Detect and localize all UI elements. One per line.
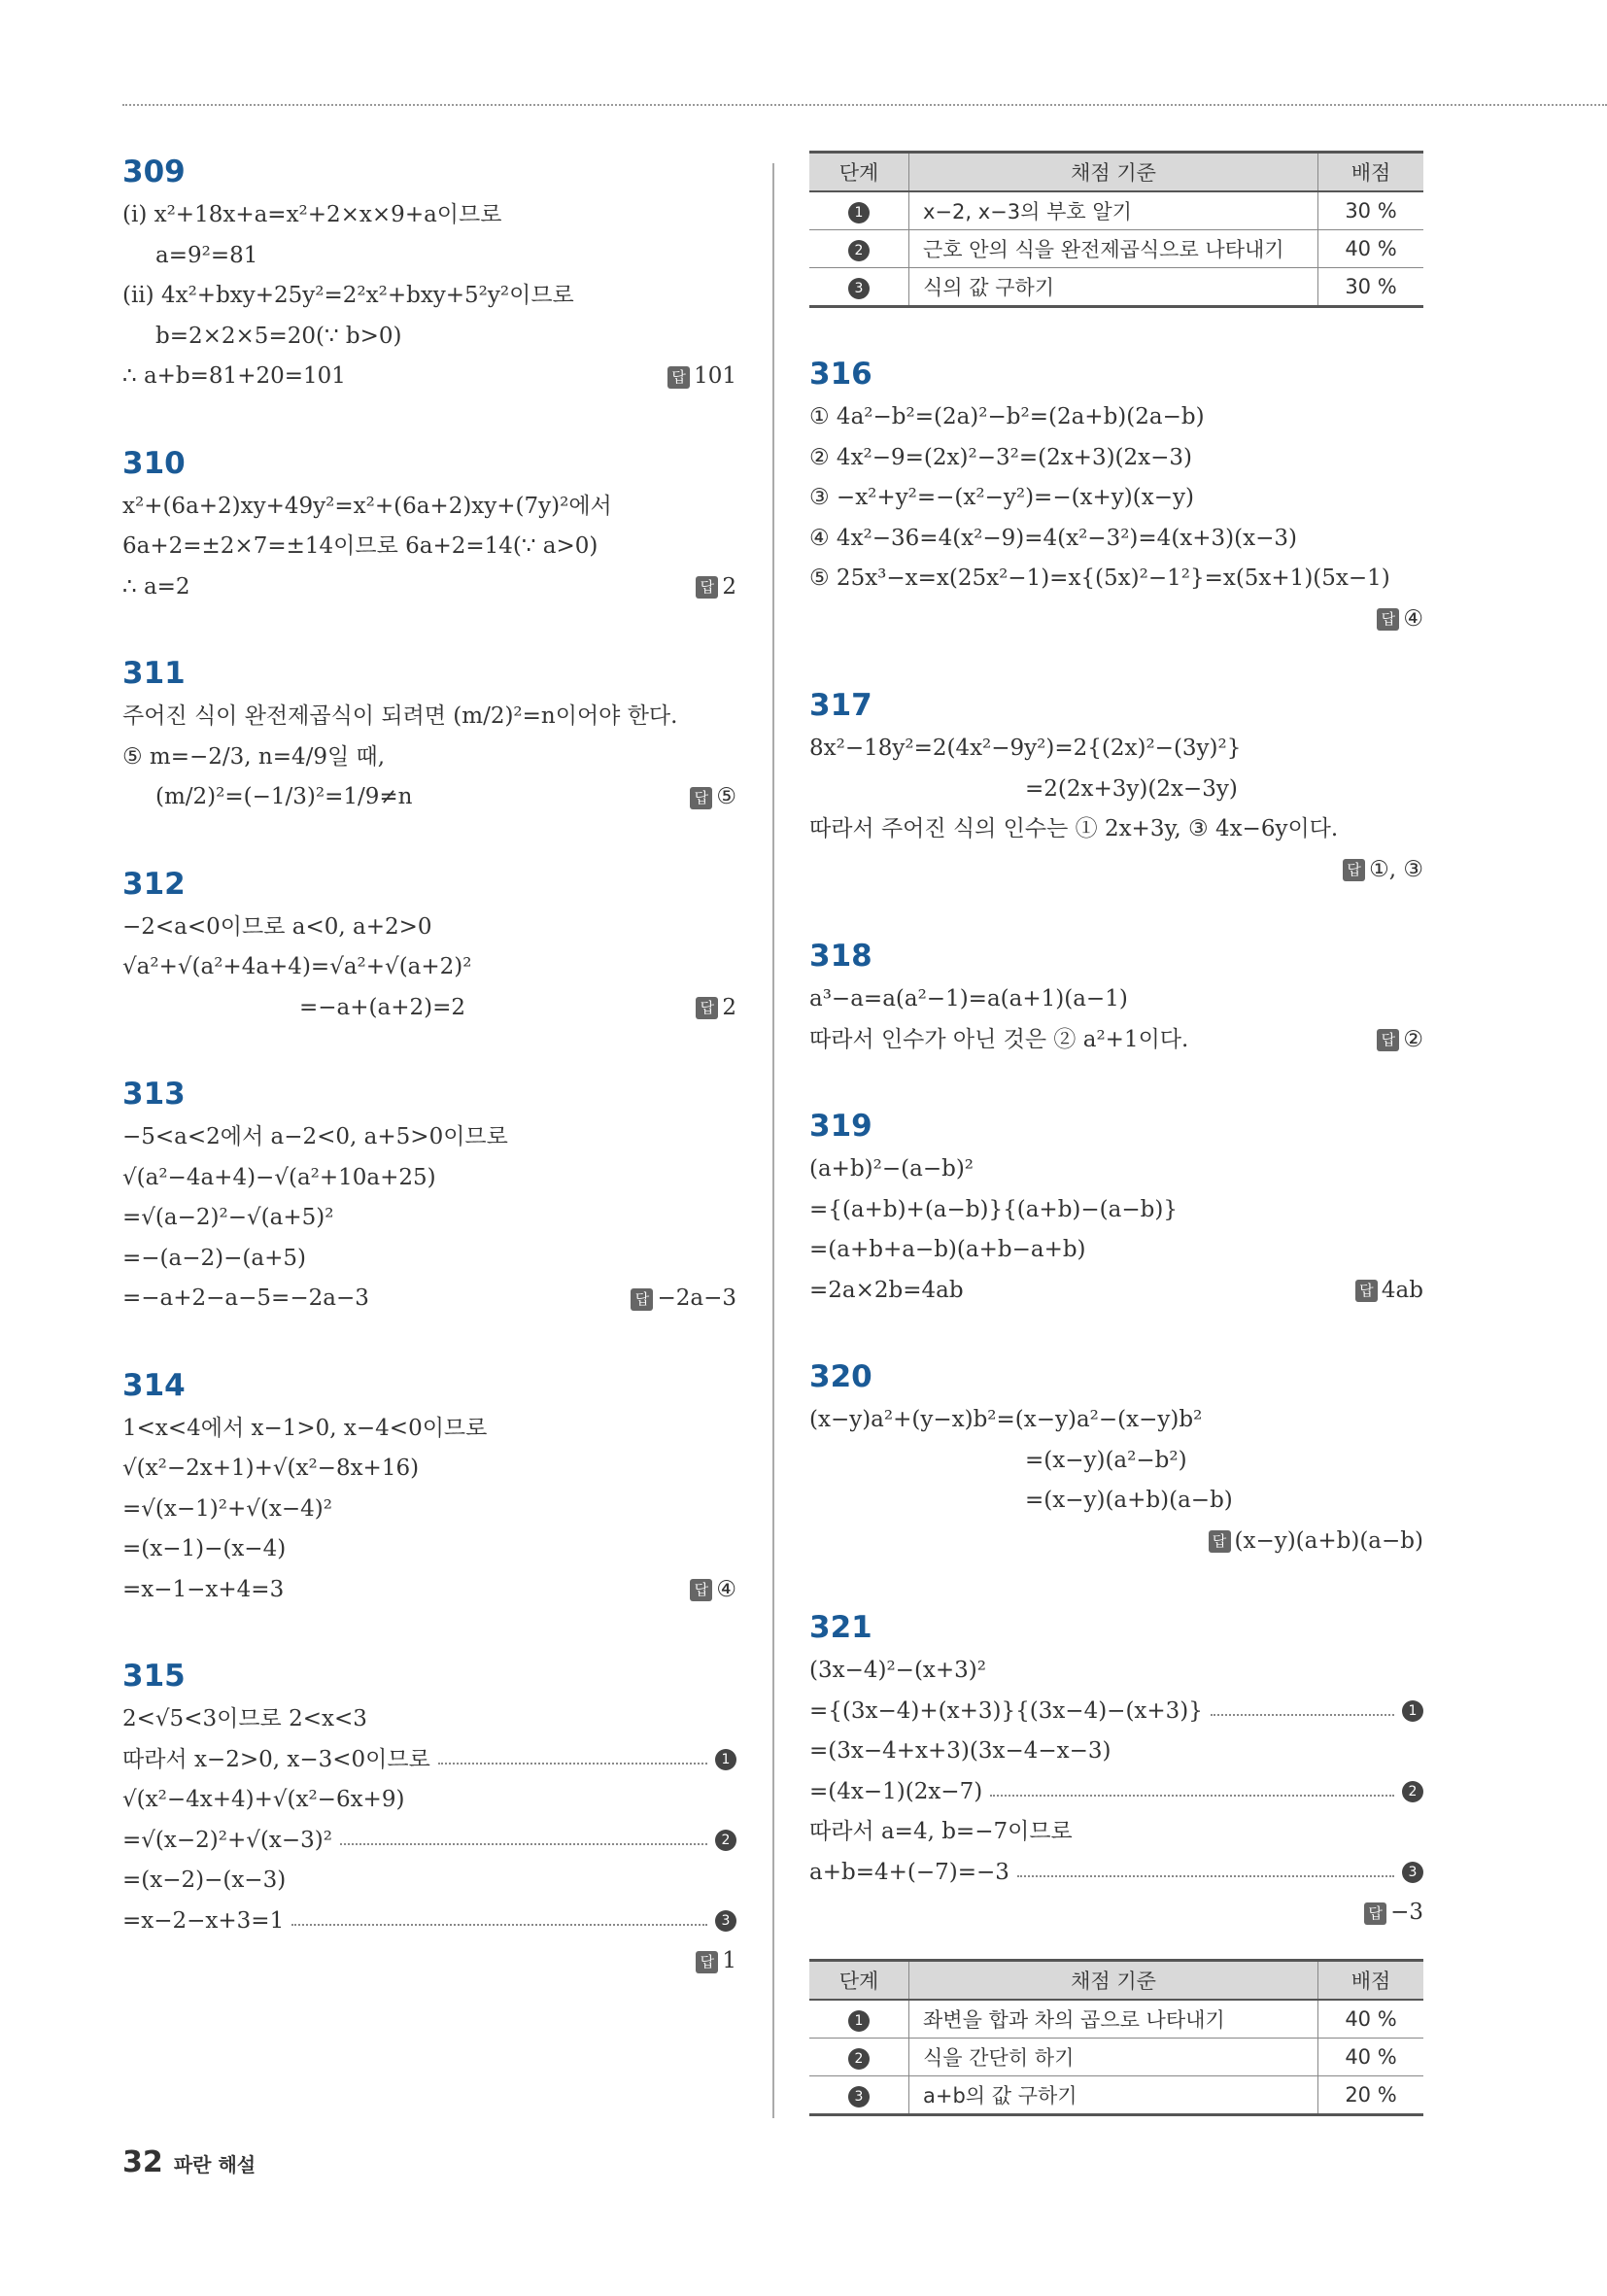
table-header-cell: 채점 기준 [909, 1960, 1318, 2000]
solution-line [809, 1441, 1423, 1482]
solution-line [809, 1271, 1423, 1312]
table-row [809, 2000, 1423, 2039]
problem-315 [122, 1655, 736, 1982]
solution-line [122, 1198, 736, 1239]
solution-text: =x−2−x+3=1 [122, 1907, 285, 1934]
step-marker-icon: 3 [848, 2086, 870, 2108]
column-divider [772, 163, 774, 2118]
step-marker-icon: 2 [1402, 1781, 1423, 1802]
answer-value: ④ [1403, 605, 1423, 632]
problem-number: 313 [122, 1077, 186, 1112]
solution-text: 따라서 주어진 식의 인수는 ① 2x+3y, ③ 4x−6y이다. [809, 816, 1339, 841]
problem-311 [122, 652, 736, 818]
step-marker-icon: 2 [848, 2048, 870, 2070]
leader-dots [1211, 1714, 1394, 1716]
solution-line [809, 438, 1423, 479]
criteria-cell: 좌변을 합과 차의 곱으로 나타내기 [909, 2000, 1318, 2039]
solution-text: ={(a+b)+(a−b)}{(a+b)−(a−b)} [809, 1196, 1178, 1222]
left-column [122, 151, 736, 2027]
answer [696, 988, 736, 1029]
answer-value: ② [1403, 1026, 1423, 1052]
answer [1355, 1271, 1423, 1312]
problem-number: 317 [809, 688, 872, 723]
solution-text: =(x−2)−(x−3) [122, 1868, 287, 1893]
solution-line [809, 809, 1423, 850]
solution-line [809, 1853, 1423, 1894]
criteria-cell: a+b의 값 구하기 [909, 2075, 1318, 2114]
leader-dots [291, 1924, 707, 1926]
answer-badge-icon: 답 [1343, 859, 1365, 881]
solution-text: √(x²−2x+1)+√(x²−8x+16) [122, 1456, 420, 1481]
solution-text: =(x−y)(a²−b²) [1025, 1447, 1187, 1473]
table-row [809, 2075, 1423, 2114]
step-marker-icon: 3 [715, 1910, 736, 1932]
solution-line [122, 1780, 736, 1821]
solution-line [809, 478, 1423, 519]
step-cell [809, 2000, 909, 2039]
solution-text: ③ −x²+y²=−(x²−y²)=−(x+y)(x−y) [809, 485, 1194, 510]
solution-text: =√(a−2)²−√(a+5)² [122, 1205, 334, 1230]
solution-text: (ⅱ) 4x²+bxy+25y²=2²x²+bxy+5²y²이므로 [122, 283, 574, 308]
solution-line [122, 1239, 736, 1280]
solution-text: =(x−1)−(x−4) [122, 1536, 287, 1561]
solution-line [809, 1812, 1423, 1853]
page-label: 파란 해설 [173, 2153, 256, 2176]
solution-line [122, 487, 736, 528]
solution-text: =(3x−4+x+3)(3x−4−x−3) [809, 1738, 1111, 1764]
solution-line [122, 1902, 736, 1942]
step-marker-icon: 2 [848, 240, 870, 261]
problem-309 [122, 151, 736, 397]
problem-number: 314 [122, 1367, 186, 1403]
solution-text: =√(x−2)²+√(x−3)² [122, 1827, 332, 1853]
answer-badge-icon: 답 [696, 576, 718, 599]
answer [809, 850, 1423, 891]
solution-text: ② 4x²−9=(2x)²−3²=(2x+3)(2x−3) [809, 444, 1193, 470]
solution-text: =(a+b+a−b)(a+b−a+b) [809, 1237, 1086, 1262]
step-marker-icon: 3 [1402, 1862, 1423, 1883]
solution-text: √a²+√(a²+4a+4)=√a²+√(a+2)² [122, 954, 472, 979]
problem-316 [809, 353, 1423, 639]
solution-text: (m/2)²=(−1/3)²=1/9≠n [155, 784, 413, 809]
criteria-cell: 식의 값 구하기 [909, 268, 1318, 307]
solution-line [809, 1731, 1423, 1772]
answer-value: 4ab [1381, 1277, 1423, 1303]
answer [809, 1522, 1423, 1562]
solution-line [122, 947, 736, 988]
step-cell [809, 230, 909, 268]
answer-value: ⑤ [716, 784, 736, 809]
step-cell [809, 2075, 909, 2114]
answer [122, 1941, 736, 1982]
step-marker-icon: 1 [715, 1749, 736, 1770]
solution-line [809, 729, 1423, 770]
solution-text: ∴ a=2 [122, 573, 190, 600]
solution-text: ={(3x−4)+(x+3)}{(3x−4)−(x+3)} [809, 1697, 1203, 1724]
solution-line [809, 1400, 1423, 1441]
solution-text: =−a+2−a−5=−2a−3 [122, 1285, 369, 1311]
step-cell [809, 191, 909, 230]
step-marker-icon: 3 [848, 278, 870, 299]
answer-value: 2 [722, 573, 736, 600]
solution-text: (ⅰ) x²+18x+a=x²+2×x×9+a이므로 [122, 202, 502, 227]
answer [690, 1570, 736, 1611]
answer-value: ①, ③ [1369, 856, 1423, 882]
solution-text: 따라서 x−2>0, x−3<0이므로 [122, 1746, 430, 1772]
solution-text: ∴ a+b=81+20=101 [122, 363, 346, 389]
answer-badge-icon: 답 [1377, 608, 1399, 631]
leader-dots [438, 1763, 707, 1765]
grading-table [809, 151, 1423, 308]
step-marker-icon: 1 [848, 202, 870, 223]
answer [667, 357, 736, 397]
solution-line [122, 988, 736, 1029]
solution-text: ④ 4x²−36=4(x²−9)=4(x²−3²)=4(x+3)(x−3) [809, 525, 1297, 551]
answer-badge-icon: 답 [1355, 1280, 1378, 1302]
step-marker-icon: 1 [848, 2010, 870, 2032]
answer-badge-icon: 답 [631, 1288, 653, 1311]
solution-text: √(x²−4x+4)+√(x²−6x+9) [122, 1787, 405, 1812]
solution-line [809, 1230, 1423, 1271]
solution-line [122, 1821, 736, 1862]
problem-number: 321 [809, 1610, 872, 1645]
page-number: 32 [122, 2145, 163, 2179]
score-cell: 40 % [1318, 2000, 1424, 2039]
score-cell: 20 % [1318, 2075, 1424, 2114]
solution-text: =√(x−1)²+√(x−4)² [122, 1495, 332, 1522]
solution-text: (x−y)a²+(y−x)b²=(x−y)a²−(x−y)b² [809, 1407, 1203, 1432]
answer-value: 101 [694, 363, 736, 389]
step-marker-icon: 1 [1402, 1700, 1423, 1722]
answer-value: 1 [722, 1948, 736, 1973]
answer-badge-icon: 답 [690, 1579, 712, 1601]
solution-line [122, 527, 736, 567]
solution-line [122, 1699, 736, 1740]
solution-line [122, 357, 736, 397]
solution-line [809, 1651, 1423, 1692]
problem-320 [809, 1355, 1423, 1561]
solution-line [122, 1490, 736, 1530]
solution-text: =x−1−x+4=3 [122, 1576, 285, 1602]
table-header-cell: 배점 [1318, 1960, 1424, 2000]
solution-text: =−a+(a+2)=2 [299, 994, 465, 1020]
leader-dots [340, 1843, 707, 1845]
table-row [809, 268, 1423, 307]
solution-text: a+b=4+(−7)=−3 [809, 1859, 1009, 1885]
solution-line [809, 1020, 1423, 1061]
table-row [809, 191, 1423, 230]
solution-text: ⑤ m=−2/3, n=4/9일 때, [122, 743, 386, 770]
step-marker-icon: 2 [715, 1830, 736, 1851]
solution-line [809, 1149, 1423, 1190]
problem-313 [122, 1073, 736, 1319]
solution-text: 6a+2=±2×7=±14이므로 6a+2=14(∵ a>0) [122, 533, 598, 559]
problem-number: 312 [122, 866, 186, 902]
answer-value: 2 [722, 994, 736, 1020]
solution-text: −2<a<0이므로 a<0, a+2>0 [122, 913, 432, 940]
answer [696, 567, 736, 608]
answer [1377, 1020, 1423, 1061]
solution-line [122, 697, 736, 737]
solution-line [809, 1190, 1423, 1231]
solution-line [809, 519, 1423, 560]
solution-line [809, 1772, 1423, 1813]
answer-value: ④ [716, 1576, 736, 1602]
answer [690, 777, 736, 818]
solution-text: 따라서 a=4, b=−7이므로 [809, 1819, 1073, 1844]
solution-line [122, 276, 736, 317]
table-header-cell: 단계 [809, 153, 909, 192]
solution-text: b=2×2×5=20(∵ b>0) [155, 323, 402, 349]
problem-312 [122, 863, 736, 1029]
solution-line [122, 777, 736, 818]
solution-text: a=9²=81 [155, 242, 258, 268]
table-header-cell: 배점 [1318, 153, 1424, 192]
solution-line [122, 236, 736, 277]
solution-line [122, 1861, 736, 1902]
score-cell: 40 % [1318, 2038, 1424, 2075]
solution-line [122, 1570, 736, 1611]
solution-text: 주어진 식이 완전제곱식이 되려면 (m/2)²=n이어야 한다. [122, 703, 678, 729]
step-cell [809, 2038, 909, 2075]
solution-line [809, 1692, 1423, 1732]
solution-text: 2<√5<3이므로 2<x<3 [122, 1706, 367, 1731]
leader-dots [990, 1795, 1394, 1797]
problem-number: 319 [809, 1109, 872, 1144]
table-header-row [809, 153, 1423, 192]
page-footer [122, 2145, 256, 2179]
right-column [809, 151, 1423, 2161]
answer-value: −2a−3 [657, 1285, 736, 1311]
solution-line [122, 1449, 736, 1490]
solution-line [122, 1740, 736, 1781]
problem-number: 309 [122, 154, 186, 189]
solution-line [122, 1279, 736, 1319]
solution-text: √(a²−4a+4)−√(a²+10a+25) [122, 1164, 436, 1190]
criteria-cell: x−2, x−3의 부호 알기 [909, 191, 1318, 230]
step-cell [809, 268, 909, 307]
solution-text: =2(2x+3y)(2x−3y) [1025, 775, 1238, 802]
problem-318 [809, 935, 1423, 1060]
solution-line [809, 1481, 1423, 1522]
solution-line [122, 737, 736, 778]
answer [809, 600, 1423, 640]
answer-badge-icon: 답 [1377, 1029, 1399, 1051]
problem-number: 315 [122, 1659, 186, 1694]
solution-text: =(4x−1)(2x−7) [809, 1778, 983, 1804]
problem-319 [809, 1105, 1423, 1311]
solution-text: =2a×2b=4ab [809, 1277, 964, 1303]
solution-line [809, 770, 1423, 810]
solution-line [122, 908, 736, 948]
answer [809, 1893, 1423, 1934]
solution-text: ⑤ 25x³−x=x(25x²−1)=x{(5x)²−1²}=x(5x+1)(5x−1) [809, 565, 1390, 591]
solution-line [122, 1117, 736, 1158]
solution-text: x²+(6a+2)xy+49y²=x²+(6a+2)xy+(7y)²에서 [122, 493, 612, 519]
criteria-cell: 식을 간단히 하기 [909, 2038, 1318, 2075]
solution-text: =(x−y)(a+b)(a−b) [1025, 1488, 1233, 1513]
solution-line [809, 979, 1423, 1020]
answer-badge-icon: 답 [1209, 1530, 1231, 1553]
solution-text: 8x²−18y²=2(4x²−9y²)=2{(2x)²−(3y)²} [809, 736, 1242, 761]
table-row [809, 2038, 1423, 2075]
problem-number: 316 [809, 357, 872, 392]
table-header-cell: 채점 기준 [909, 153, 1318, 192]
problem-321 [809, 1606, 1423, 1934]
solution-line [122, 317, 736, 358]
leader-dots [1017, 1875, 1394, 1877]
table-row [809, 230, 1423, 268]
solution-text: (a+b)²−(a−b)² [809, 1156, 974, 1182]
solution-line [122, 567, 736, 608]
problem-number: 320 [809, 1359, 872, 1394]
solution-line [122, 1529, 736, 1570]
answer-badge-icon: 답 [690, 787, 712, 809]
solution-text: a³−a=a(a²−1)=a(a+1)(a−1) [809, 986, 1128, 1011]
table-header-cell: 단계 [809, 1960, 909, 2000]
answer-badge-icon: 답 [696, 1951, 718, 1973]
solution-line [809, 397, 1423, 438]
solution-text: 따라서 인수가 아닌 것은 ② a²+1이다. [809, 1026, 1189, 1052]
problem-number: 310 [122, 445, 186, 481]
solution-text: −5<a<2에서 a−2<0, a+5>0이므로 [122, 1124, 508, 1149]
solution-line [122, 195, 736, 236]
answer-badge-icon: 답 [696, 997, 718, 1019]
solution-text: (3x−4)²−(x+3)² [809, 1658, 986, 1683]
solution-text: ① 4a²−b²=(2a)²−b²=(2a+b)(2a−b) [809, 404, 1205, 429]
table-header-row [809, 1960, 1423, 2000]
top-dotted-rule [122, 104, 1607, 106]
solution-line [809, 559, 1423, 600]
answer-value: (x−y)(a+b)(a−b) [1234, 1527, 1423, 1554]
answer [631, 1279, 736, 1319]
problem-310 [122, 442, 736, 608]
score-cell: 30 % [1318, 268, 1424, 307]
problem-317 [809, 684, 1423, 890]
problem-314 [122, 1364, 736, 1611]
score-cell: 30 % [1318, 191, 1424, 230]
problem-number: 318 [809, 939, 872, 974]
grading-table [809, 1959, 1423, 2116]
answer-badge-icon: 답 [667, 366, 690, 389]
answer-value: −3 [1390, 1900, 1423, 1925]
problem-number: 311 [122, 656, 186, 691]
solution-text: =−(a−2)−(a+5) [122, 1245, 306, 1271]
answer-badge-icon: 답 [1364, 1902, 1386, 1925]
score-cell: 40 % [1318, 230, 1424, 268]
solution-text: 1<x<4에서 x−1>0, x−4<0이므로 [122, 1415, 488, 1441]
criteria-cell: 근호 안의 식을 완전제곱식으로 나타내기 [909, 230, 1318, 268]
solution-line [122, 1158, 736, 1199]
solution-line [122, 1409, 736, 1450]
